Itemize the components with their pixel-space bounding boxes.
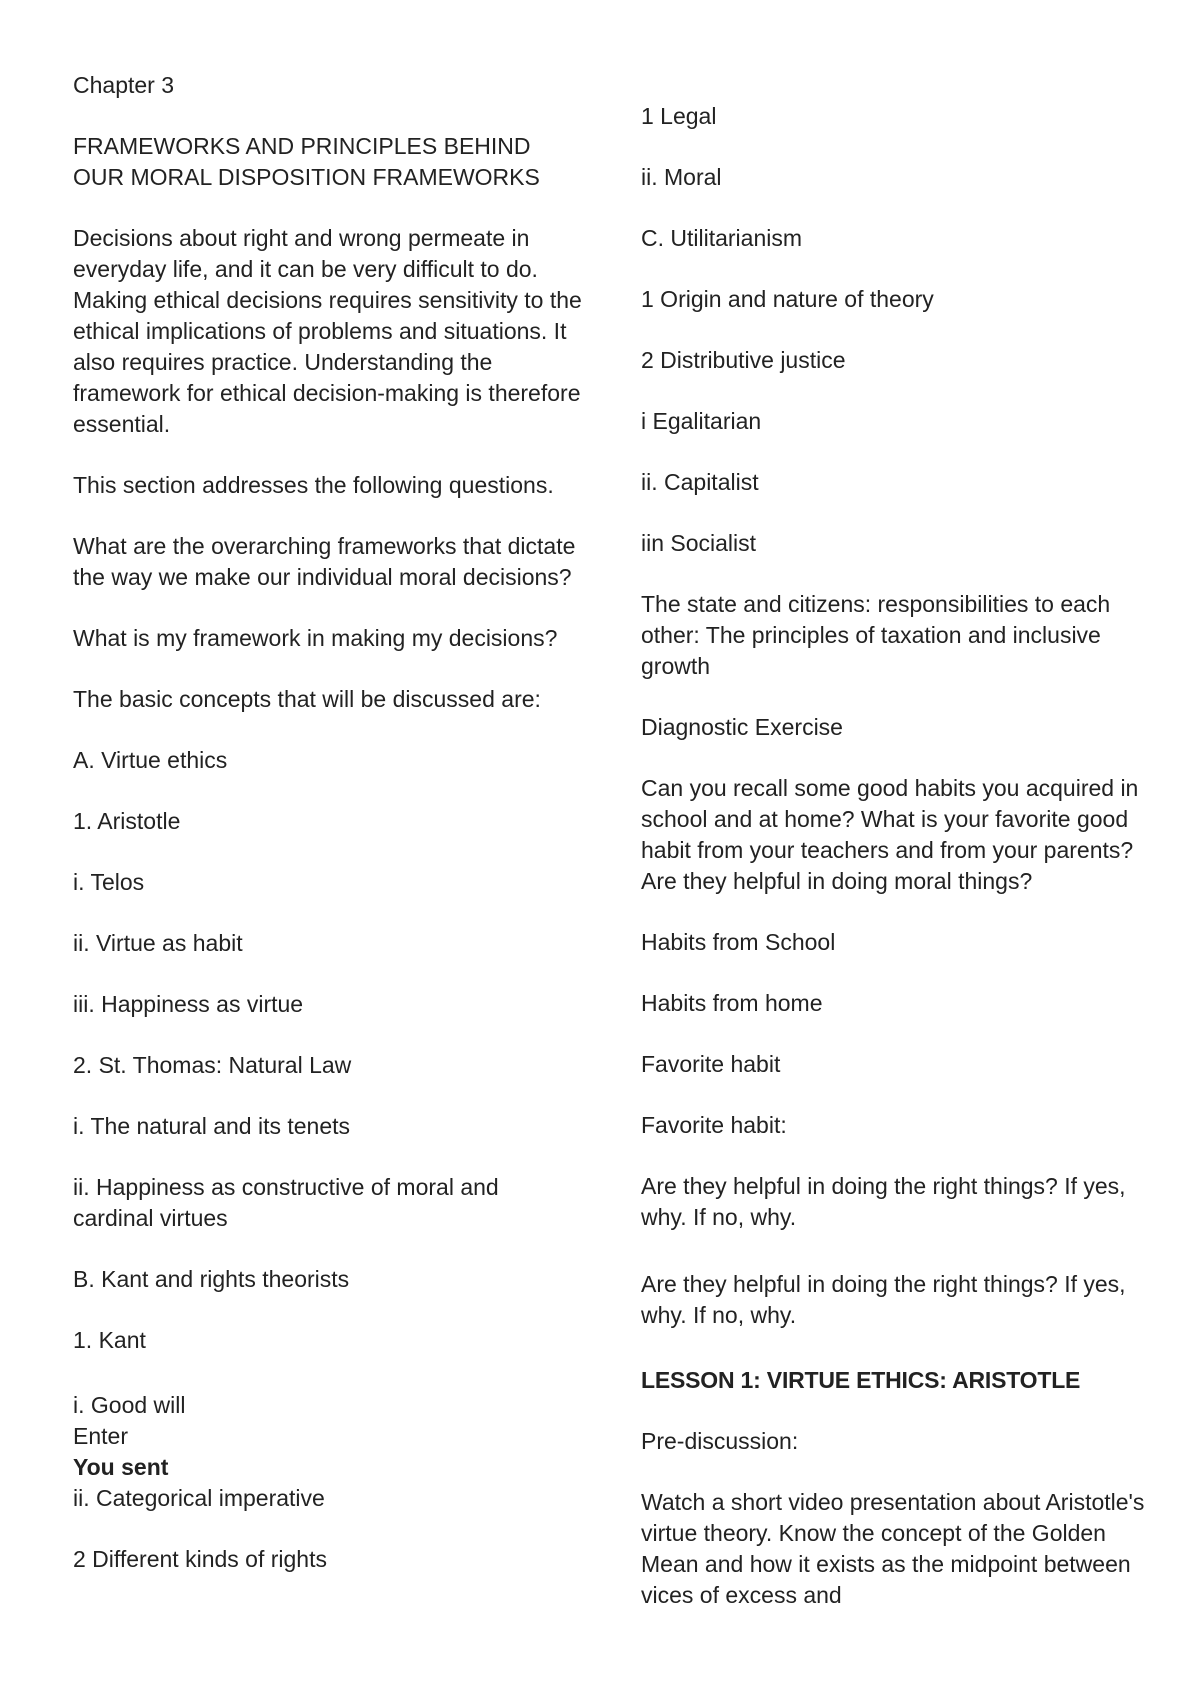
exercise-question: Are they helpful in doing the right things? If yes, why. If no, why.	[641, 1173, 1126, 1230]
outline-item: ii. Moral	[641, 164, 722, 190]
outline-item: B. Kant and rights theorists	[73, 1266, 350, 1292]
lesson-heading: LESSON 1: VIRTUE ETHICS: ARISTOTLE	[641, 1367, 1081, 1393]
outline-item: i. Good will	[73, 1392, 186, 1418]
outline-item: i. Telos	[73, 869, 145, 895]
pre-discussion-text: Watch a short video presentation about Aristotle's virtue theory. Know the concept of the Golden Mean and how it exists as the midpoint between vices of excess and	[641, 1489, 1145, 1608]
outline-item: 1. Aristotle	[73, 808, 181, 834]
outline-item: iin Socialist	[641, 530, 757, 556]
question-1: What are the overarching frameworks that dictate the way we make our individual moral decisions?	[73, 533, 576, 590]
exercise-prompt: Can you recall some good habits you acquired in school and at home? What is your favorite good habit from your teachers and from your parents? Are they helpful in doing moral things?	[641, 775, 1139, 894]
question-2: What is my framework in making my decisions?	[73, 625, 558, 651]
outline-item: 2. St. Thomas: Natural Law	[73, 1052, 352, 1078]
outline-item: C. Utilitarianism	[641, 225, 803, 251]
outline-item: The state and citizens: responsibilities to each other: The principles of taxation and inclusive growth	[641, 591, 1111, 679]
outline-item: 1 Legal	[641, 103, 717, 129]
outline-item: ii. Categorical imperative	[73, 1485, 325, 1511]
pre-discussion-label: Pre-discussion:	[641, 1428, 799, 1454]
chapter-title	[73, 131, 583, 193]
outline-item: 2 Different kinds of rights	[73, 1546, 327, 1572]
stray-enter-text: Enter	[73, 1423, 128, 1449]
section-intro: This section addresses the following questions.	[73, 472, 554, 498]
outline-item: ii. Capitalist	[641, 469, 759, 495]
exercise-field-label: Favorite habit	[641, 1051, 781, 1077]
intro-paragraph: Decisions about right and wrong permeate in everyday life, and it can be very difficult to do. Making ethical decisions requires sensitivity to the ethical implications of problems and situations. It also requires practice. Understanding the framework for ethical decision-making is therefore essential.	[73, 225, 582, 437]
outline-item: 2 Distributive justice	[641, 347, 846, 373]
outline-item: ii. Happiness as constructive of moral and cardinal virtues	[73, 1174, 499, 1231]
outline-item: i Egalitarian	[641, 408, 762, 434]
exercise-heading: Diagnostic Exercise	[641, 714, 843, 740]
outline-item: 1 Origin and nature of theory	[641, 286, 934, 312]
outline-item: i. The natural and its tenets	[73, 1113, 351, 1139]
left-column	[73, 70, 583, 1605]
exercise-field-label: Favorite habit:	[641, 1112, 787, 1138]
exercise-question: Are they helpful in doing the right things? If yes, why. If no, why.	[641, 1271, 1126, 1328]
chapter-title-line-2: OUR MORAL DISPOSITION FRAMEWORKS	[73, 164, 540, 190]
outline-item: 1. Kant	[73, 1327, 146, 1353]
chapter-title-line-1: FRAMEWORKS AND PRINCIPLES BEHIND	[73, 133, 531, 159]
exercise-field-label: Habits from home	[641, 990, 823, 1016]
outline-item: ii. Virtue as habit	[73, 930, 243, 956]
outline-item: iii. Happiness as virtue	[73, 991, 304, 1017]
concepts-intro: The basic concepts that will be discussed are:	[73, 686, 541, 712]
outline-item: A. Virtue ethics	[73, 747, 228, 773]
right-column	[641, 101, 1151, 1641]
stray-you-sent-text: You sent	[73, 1454, 169, 1480]
exercise-field-label: Habits from School	[641, 929, 836, 955]
chapter-label: Chapter 3	[73, 72, 175, 98]
